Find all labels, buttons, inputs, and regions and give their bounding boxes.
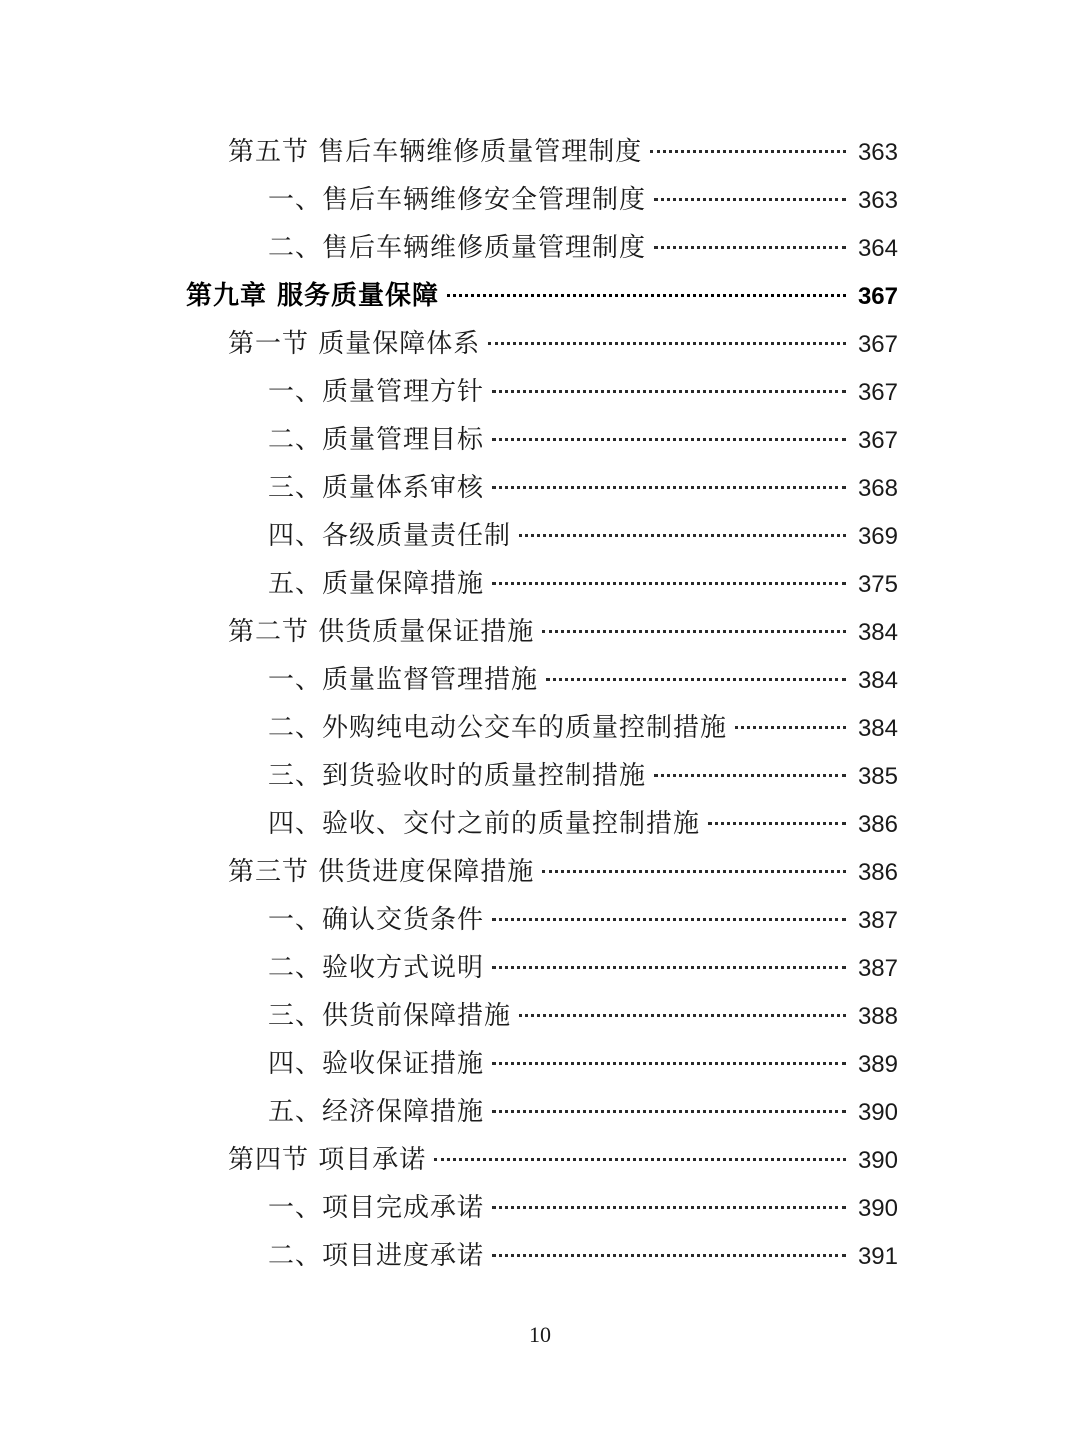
toc-subsection-entry[interactable]	[186, 704, 898, 752]
toc-entry-page-number: 367	[857, 379, 898, 406]
toc-entry-page-number: 384	[857, 619, 898, 646]
toc-entry-page-number: 391	[857, 1243, 898, 1270]
toc-entry-title: 一、质量管理方针	[268, 377, 485, 407]
toc-entry-title: 四、各级质量责任制	[268, 521, 512, 551]
toc-dot-leader	[488, 342, 846, 345]
toc-entry-title: 二、质量管理目标	[268, 425, 485, 455]
toc-entry-page-number: 363	[857, 187, 898, 214]
toc-dot-leader	[492, 1206, 846, 1209]
toc-entry-title: 五、质量保障措施	[268, 569, 485, 599]
toc-dot-leader	[492, 918, 846, 921]
toc-entry-title: 第九章 服务质量保障	[186, 281, 440, 311]
toc-entry-page-number: 390	[857, 1147, 898, 1174]
toc-subsection-entry[interactable]	[186, 464, 898, 512]
toc-dot-leader	[519, 1014, 846, 1017]
toc-entry-title: 第一节 质量保障体系	[228, 329, 481, 359]
toc-entry-page-number: 390	[857, 1195, 898, 1222]
toc-dot-leader	[654, 246, 846, 249]
toc-dot-leader	[492, 486, 846, 489]
table-of-contents	[186, 128, 898, 1280]
toc-entry-title: 二、项目进度承诺	[268, 1241, 485, 1271]
toc-section-entry[interactable]	[186, 128, 898, 176]
toc-entry-page-number: 384	[857, 667, 898, 694]
toc-subsection-entry[interactable]	[186, 800, 898, 848]
toc-entry-title: 第二节 供货质量保证措施	[228, 617, 535, 647]
toc-entry-title: 二、验收方式说明	[268, 953, 485, 983]
page-number: 10	[529, 1322, 551, 1347]
toc-subsection-entry[interactable]	[186, 1040, 898, 1088]
toc-entry-page-number: 386	[857, 811, 898, 838]
toc-entry-page-number: 369	[857, 523, 898, 550]
toc-dot-leader	[654, 198, 846, 201]
toc-entry-page-number: 375	[857, 571, 898, 598]
toc-entry-title: 五、经济保障措施	[268, 1097, 485, 1127]
toc-dot-leader	[708, 822, 846, 825]
toc-subsection-entry[interactable]	[186, 752, 898, 800]
toc-entry-title: 三、到货验收时的质量控制措施	[268, 761, 647, 791]
toc-entry-title: 第五节 售后车辆维修质量管理制度	[228, 137, 643, 167]
toc-dot-leader	[735, 726, 846, 729]
toc-dot-leader	[492, 390, 846, 393]
toc-subsection-entry[interactable]	[186, 656, 898, 704]
toc-chapter-entry[interactable]	[186, 272, 898, 320]
toc-dot-leader	[650, 150, 846, 153]
toc-dot-leader	[492, 966, 846, 969]
toc-entry-page-number: 364	[857, 235, 898, 262]
toc-entry-page-number: 390	[857, 1099, 898, 1126]
toc-section-entry[interactable]	[186, 320, 898, 368]
toc-entry-page-number: 387	[857, 955, 898, 982]
toc-subsection-entry[interactable]	[186, 896, 898, 944]
toc-entry-title: 四、验收保证措施	[268, 1049, 485, 1079]
toc-subsection-entry[interactable]	[186, 416, 898, 464]
toc-entry-title: 第四节 项目承诺	[228, 1145, 427, 1175]
toc-subsection-entry[interactable]	[186, 1088, 898, 1136]
toc-subsection-entry[interactable]	[186, 944, 898, 992]
toc-entry-title: 三、质量体系审核	[268, 473, 485, 503]
toc-dot-leader	[447, 294, 846, 297]
toc-entry-page-number: 367	[857, 283, 898, 310]
toc-section-entry[interactable]	[186, 608, 898, 656]
toc-dot-leader	[492, 1254, 846, 1257]
toc-dot-leader	[492, 1110, 846, 1113]
toc-subsection-entry[interactable]	[186, 176, 898, 224]
toc-entry-title: 一、确认交货条件	[268, 905, 485, 935]
toc-subsection-entry[interactable]	[186, 224, 898, 272]
toc-entry-page-number: 363	[857, 139, 898, 166]
toc-subsection-entry[interactable]	[186, 560, 898, 608]
toc-section-entry[interactable]	[186, 848, 898, 896]
toc-dot-leader	[434, 1158, 846, 1161]
toc-dot-leader	[542, 630, 846, 633]
toc-entry-page-number: 387	[857, 907, 898, 934]
toc-entry-title: 四、验收、交付之前的质量控制措施	[268, 809, 701, 839]
toc-subsection-entry[interactable]	[186, 1184, 898, 1232]
toc-entry-page-number: 389	[857, 1051, 898, 1078]
toc-subsection-entry[interactable]	[186, 512, 898, 560]
toc-entry-title: 二、外购纯电动公交车的质量控制措施	[268, 713, 728, 743]
toc-entry-title: 二、售后车辆维修质量管理制度	[268, 233, 647, 263]
toc-dot-leader	[492, 1062, 846, 1065]
toc-dot-leader	[492, 438, 846, 441]
toc-dot-leader	[654, 774, 846, 777]
toc-entry-page-number: 385	[857, 763, 898, 790]
toc-entry-title: 第三节 供货进度保障措施	[228, 857, 535, 887]
toc-dot-leader	[519, 534, 846, 537]
toc-entry-page-number: 367	[857, 331, 898, 358]
toc-entry-page-number: 367	[857, 427, 898, 454]
toc-entry-title: 一、项目完成承诺	[268, 1193, 485, 1223]
toc-dot-leader	[492, 582, 846, 585]
toc-section-entry[interactable]	[186, 1136, 898, 1184]
toc-dot-leader	[542, 870, 846, 873]
toc-subsection-entry[interactable]	[186, 1232, 898, 1280]
toc-entry-title: 一、质量监督管理措施	[268, 665, 539, 695]
toc-subsection-entry[interactable]	[186, 368, 898, 416]
toc-entry-title: 一、售后车辆维修安全管理制度	[268, 185, 647, 215]
toc-entry-page-number: 386	[857, 859, 898, 886]
toc-entry-title: 三、供货前保障措施	[268, 1001, 512, 1031]
toc-subsection-entry[interactable]	[186, 992, 898, 1040]
toc-entry-page-number: 384	[857, 715, 898, 742]
toc-entry-page-number: 388	[857, 1003, 898, 1030]
toc-entry-page-number: 368	[857, 475, 898, 502]
toc-dot-leader	[546, 678, 846, 681]
